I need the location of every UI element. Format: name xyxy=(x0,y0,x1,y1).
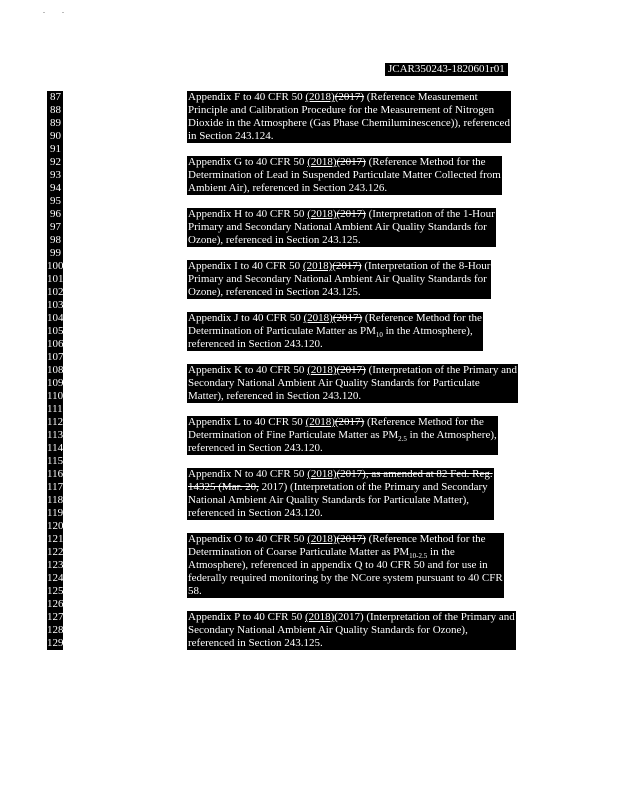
entry-text: Matter), referenced in Section 243.120. xyxy=(188,390,362,402)
entry-text: Ozone), referenced in Section 243.125. xyxy=(188,286,361,298)
line-number: 92 xyxy=(50,156,61,168)
entry-text: Appendix L to 40 CFR 50 xyxy=(188,416,306,428)
entry-text: Ambient Air), referenced in Section 243.126. xyxy=(188,182,388,194)
entry-text: Determination of Particulate Matter as PM xyxy=(188,325,376,337)
line-number-column xyxy=(47,91,63,650)
entry-line xyxy=(188,221,495,234)
entry-line xyxy=(188,338,482,351)
entry-text: Appendix G to 40 CFR 50 xyxy=(188,156,308,168)
line-number: 114 xyxy=(47,442,64,454)
line-number: 121 xyxy=(47,533,64,545)
line-number: 108 xyxy=(47,364,64,376)
entry-line xyxy=(188,624,515,637)
entry-line xyxy=(188,611,515,624)
inserted-text: (2018) xyxy=(303,312,333,324)
inserted-text: (2018) xyxy=(304,611,335,623)
deleted-text: (2017) xyxy=(334,91,365,103)
inserted-text: (2018) xyxy=(307,468,337,480)
deleted-text: (2017) xyxy=(332,312,363,324)
entry-line xyxy=(188,559,503,572)
entry-text: in the Atmosphere), xyxy=(382,325,473,337)
line-number: 124 xyxy=(47,572,64,584)
entry-line xyxy=(188,260,490,273)
entry-text: Appendix P to 40 CFR 50 xyxy=(188,611,305,623)
line-number: 106 xyxy=(47,338,64,350)
inserted-text: (2018) xyxy=(307,208,337,220)
entry-line xyxy=(188,364,517,377)
line-number: 104 xyxy=(47,312,64,324)
entry-line xyxy=(188,91,510,104)
document-id: JCAR350243-1820601r01 xyxy=(385,63,508,76)
appendix-entry-h xyxy=(187,208,496,247)
entry-text: (2017) (Interpretation of the Primary and xyxy=(334,611,515,623)
entry-text: Appendix K to 40 CFR 50 xyxy=(188,364,308,376)
line-number: 107 xyxy=(47,351,64,363)
appendix-entry-k xyxy=(187,364,518,403)
appendix-entry-p xyxy=(187,611,516,650)
entry-line xyxy=(188,286,490,299)
line-number: 126 xyxy=(47,598,64,610)
entry-text: referenced in Section 243.120. xyxy=(188,507,323,519)
line-number: 125 xyxy=(47,585,64,597)
entry-line xyxy=(188,390,517,403)
line-number: 89 xyxy=(50,117,61,129)
deleted-text: (2017), as amended at 82 Fed. Reg. xyxy=(336,468,493,480)
line-number: 88 xyxy=(50,104,61,116)
entry-text: Ozone), referenced in Section 243.125. xyxy=(188,234,361,246)
entry-text: 2017) (Interpretation of the Primary and Secondary xyxy=(258,481,488,493)
line-number: 128 xyxy=(47,624,64,636)
entry-line xyxy=(188,117,510,130)
entry-line xyxy=(188,208,495,221)
appendix-entry-i xyxy=(187,260,491,299)
inserted-text: (2018) xyxy=(307,156,337,168)
entry-text: in Section 243.124. xyxy=(188,130,274,142)
entry-text: in the xyxy=(427,546,455,558)
entry-text: Appendix H to 40 CFR 50 xyxy=(188,208,308,220)
entry-text: (Reference Method for the xyxy=(362,312,482,324)
line-number: 100 xyxy=(47,260,64,272)
appendix-entry-f xyxy=(187,91,511,143)
entry-text: National Ambient Air Quality Standards for Particulate Matter), xyxy=(188,494,470,506)
entry-line xyxy=(188,234,495,247)
entry-text: federally required monitoring by the NCore system pursuant to 40 CFR xyxy=(188,572,503,584)
line-number: 91 xyxy=(50,143,61,155)
entry-text: Determination of Fine Particulate Matter as PM xyxy=(188,429,399,441)
line-number: 116 xyxy=(47,468,64,480)
entry-text: Appendix O to 40 CFR 50 xyxy=(188,533,308,545)
entry-text: Appendix F to 40 CFR 50 xyxy=(188,91,306,103)
entry-text: Determination of Lead in Suspended Particulate Matter Collected from xyxy=(188,169,501,181)
deleted-text: (2017) xyxy=(332,260,362,272)
deleted-text: 14325 (Mar. 20, xyxy=(188,481,259,493)
entry-text: (Reference Measurement xyxy=(364,91,478,103)
line-number: 120 xyxy=(47,520,64,532)
line-number: 99 xyxy=(50,247,61,259)
entry-text: Dioxide in the Atmosphere (Gas Phase Chemiluminescence)), referenced xyxy=(188,117,510,129)
entry-text: (Interpretation of the 8-Hour xyxy=(361,260,491,272)
entry-text: referenced in Section 243.120. xyxy=(188,338,323,350)
line-number: 95 xyxy=(50,195,61,207)
entry-line xyxy=(188,637,515,650)
entry-text: referenced in Section 243.120. xyxy=(188,442,323,454)
entry-text: Appendix J to 40 CFR 50 xyxy=(188,312,304,324)
appendix-entry-o xyxy=(187,533,504,598)
entry-line xyxy=(188,429,497,442)
appendix-entry-g xyxy=(187,156,502,195)
appendix-entry-n xyxy=(187,468,494,520)
deleted-text: (2017) xyxy=(336,533,366,545)
deleted-text: (2017) xyxy=(334,416,365,428)
line-number: 129 xyxy=(47,637,64,649)
line-number: 94 xyxy=(50,182,61,194)
line-number: 113 xyxy=(47,429,64,441)
line-number: 112 xyxy=(47,416,64,428)
entry-text: Appendix I to 40 CFR 50 xyxy=(188,260,303,272)
entry-text: referenced in Section 243.125. xyxy=(188,637,323,649)
entry-text: Primary and Secondary National Ambient Air Quality Standards for xyxy=(188,273,487,285)
line-number: 93 xyxy=(50,169,61,181)
entry-line xyxy=(188,481,493,494)
inserted-text: (2018) xyxy=(305,91,335,103)
entry-text: Principle and Calibration Procedure for the Measurement of Nitrogen xyxy=(188,104,495,116)
scan-speck xyxy=(43,12,45,13)
line-number: 105 xyxy=(47,325,64,337)
line-number: 109 xyxy=(47,377,64,389)
subscript: 2.5 xyxy=(398,435,407,444)
inserted-text: (2018) xyxy=(307,364,337,376)
line-number: 103 xyxy=(47,299,64,311)
line-number: 118 xyxy=(47,494,64,506)
line-number: 98 xyxy=(50,234,61,246)
entry-text: (Reference Method for the xyxy=(364,416,484,428)
entry-line xyxy=(188,169,501,182)
line-number: 87 xyxy=(50,91,61,103)
appendix-entry-l xyxy=(187,416,498,455)
line-number: 90 xyxy=(50,130,61,142)
subscript: 10-2.5 xyxy=(409,552,428,561)
entry-line xyxy=(188,156,501,169)
deleted-text: (2017) xyxy=(336,156,366,168)
line-number: 102 xyxy=(47,286,64,298)
entry-text: Atmosphere), referenced in appendix Q to 40 CFR 50 and for use in xyxy=(188,559,488,571)
entry-line xyxy=(188,416,497,429)
entry-line xyxy=(188,273,490,286)
entry-line xyxy=(188,507,493,520)
entry-text: Secondary National Ambient Air Quality Standards for Ozone), xyxy=(188,624,468,636)
line-number: 115 xyxy=(47,455,64,467)
line-number: 123 xyxy=(47,559,64,571)
line-number: 127 xyxy=(47,611,64,623)
entry-line xyxy=(188,585,503,598)
entry-text: Secondary National Ambient Air Quality Standards for Particulate xyxy=(188,377,480,389)
deleted-text: (2017) xyxy=(336,208,366,220)
entry-line xyxy=(188,494,493,507)
inserted-text: (2018) xyxy=(302,260,333,272)
entry-text: Appendix N to 40 CFR 50 xyxy=(188,468,308,480)
appendix-entry-j xyxy=(187,312,483,351)
line-number: 97 xyxy=(50,221,61,233)
line-number: 101 xyxy=(47,273,64,285)
entry-line xyxy=(188,182,501,195)
entry-line xyxy=(188,442,497,455)
entry-line xyxy=(188,533,503,546)
line-number: 110 xyxy=(47,390,64,402)
line-number: 111 xyxy=(47,403,63,415)
entry-text: Primary and Secondary National Ambient Air Quality Standards for xyxy=(188,221,487,233)
entry-line xyxy=(188,130,510,143)
deleted-text: (2017) xyxy=(336,364,366,376)
entry-text: (Reference Method for the xyxy=(365,156,486,168)
entry-line xyxy=(188,104,510,117)
line-number: 117 xyxy=(47,481,64,493)
inserted-text: (2018) xyxy=(305,416,335,428)
entry-text: Determination of Coarse Particulate Matter as PM xyxy=(188,546,410,558)
entry-line xyxy=(188,325,482,338)
entry-line xyxy=(188,468,493,481)
subscript: 10 xyxy=(375,331,383,340)
entry-line xyxy=(188,377,517,390)
entry-line xyxy=(188,312,482,325)
entry-line xyxy=(188,572,503,585)
inserted-text: (2018) xyxy=(307,533,337,545)
line-number: 96 xyxy=(50,208,61,220)
scan-speck xyxy=(62,12,64,13)
entry-text: (Interpretation of the Primary and xyxy=(365,364,518,376)
entry-text: 58. xyxy=(188,585,202,597)
line-number: 122 xyxy=(47,546,64,558)
entry-text: (Reference Method for the xyxy=(365,533,486,545)
entry-line xyxy=(188,546,503,559)
line-number: 119 xyxy=(47,507,64,519)
entry-text: (Interpretation of the 1-Hour xyxy=(365,208,495,220)
entry-text: in the Atmosphere), xyxy=(406,429,497,441)
